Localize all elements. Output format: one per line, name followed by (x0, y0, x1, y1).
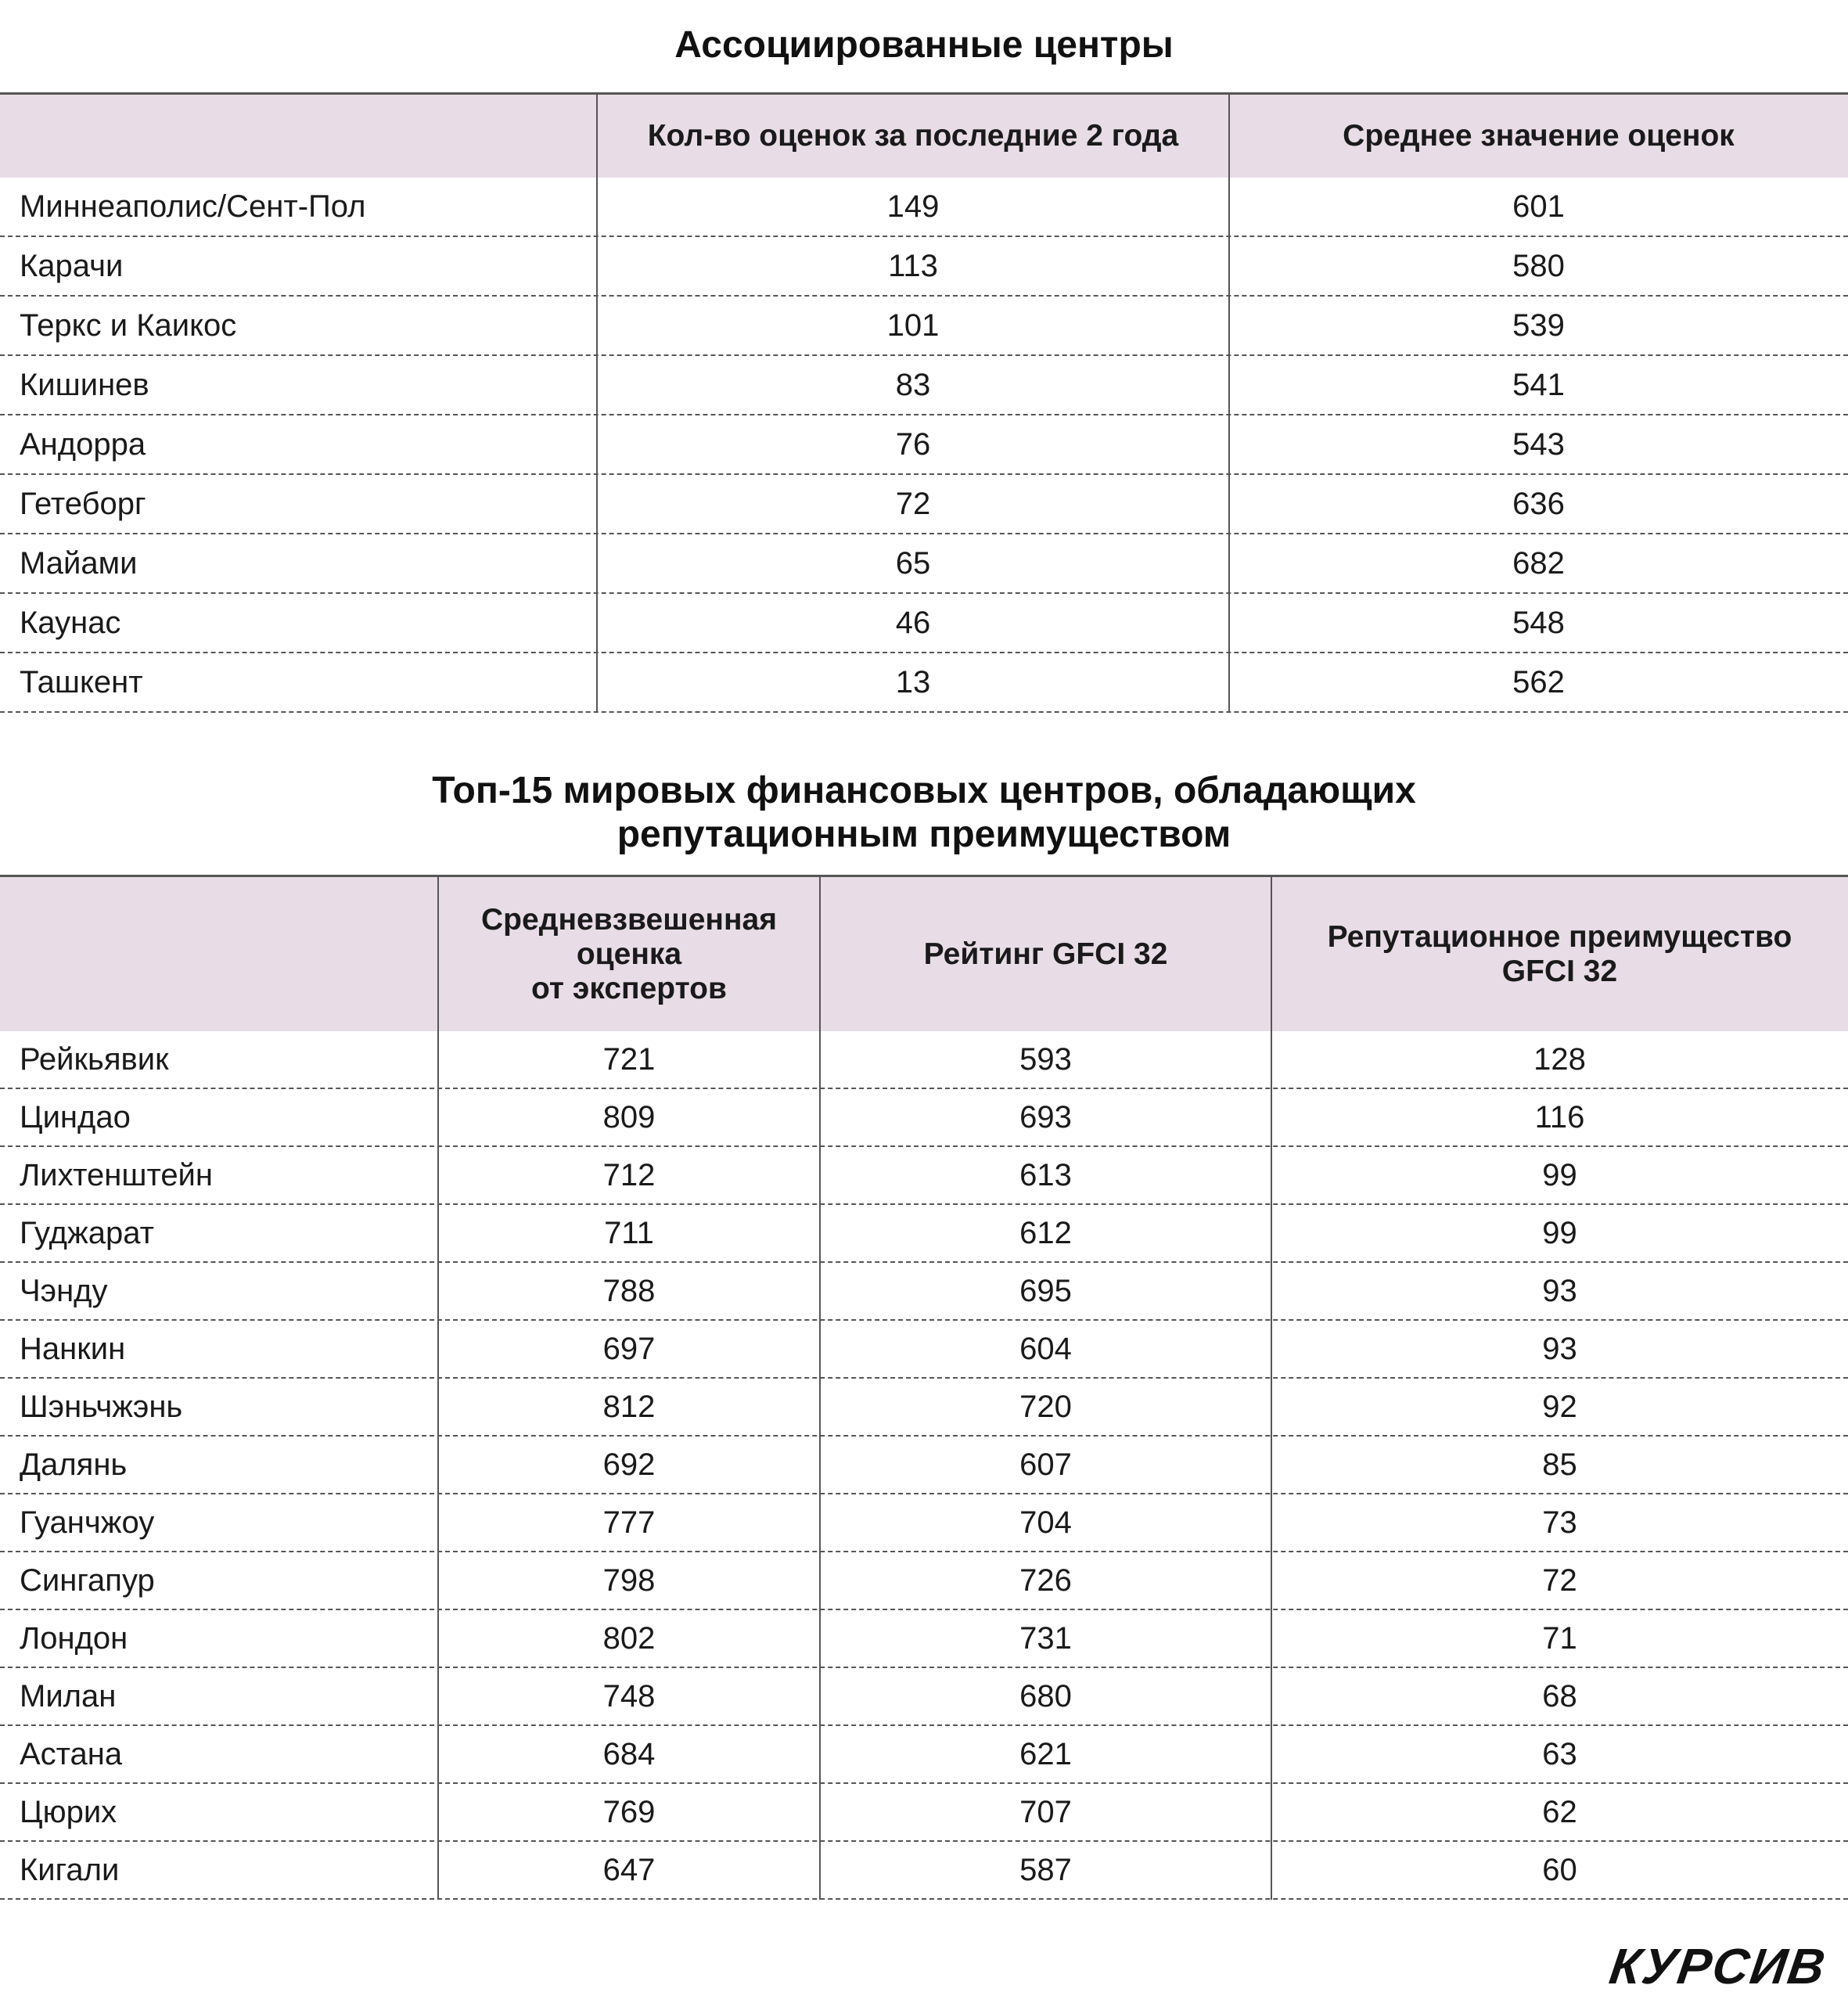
city-name-cell: Ташкент (20, 664, 143, 699)
table-row (0, 534, 1848, 594)
table-row (0, 1784, 1848, 1842)
value-cell: 726 (1019, 1562, 1072, 1598)
city-name-cell: Кишинев (20, 367, 149, 402)
value-cell: 731 (1019, 1620, 1072, 1656)
table-row (0, 297, 1848, 356)
value-cell: 684 (602, 1736, 656, 1771)
city-name-cell: Милан (20, 1678, 117, 1714)
column-header: Средневзвешенная оценка от экспертов (481, 902, 777, 1005)
value-cell: 72 (1542, 1562, 1577, 1598)
city-name-cell: Циндао (20, 1099, 131, 1135)
table-row (0, 1842, 1848, 1900)
value-cell: 113 (888, 248, 938, 283)
value-cell: 83 (895, 367, 931, 402)
value-cell: 71 (1542, 1620, 1577, 1656)
value-cell: 46 (895, 605, 931, 640)
header-cell-empty (0, 877, 438, 1031)
city-name-cell: Далянь (20, 1447, 128, 1482)
value-cell: 149 (886, 189, 940, 224)
column-divider (1271, 875, 1272, 1900)
value-cell: 647 (602, 1852, 656, 1887)
table-row (0, 1321, 1848, 1379)
column-divider (1228, 92, 1230, 713)
value-cell: 636 (1512, 486, 1565, 521)
city-name-cell: Миннеаполис/Сент-Пол (20, 189, 366, 224)
value-cell: 798 (602, 1562, 656, 1598)
value-cell: 788 (602, 1273, 656, 1308)
value-cell: 548 (1512, 605, 1565, 640)
column-header: Рейтинг GFCI 32 (923, 937, 1168, 971)
value-cell: 697 (602, 1331, 656, 1366)
value-cell: 682 (1512, 545, 1565, 581)
city-name-cell: Андорра (20, 426, 146, 462)
value-cell: 711 (604, 1215, 654, 1250)
value-cell: 60 (1542, 1852, 1577, 1887)
value-cell: 93 (1542, 1273, 1577, 1308)
kursiv-logo: КУРСИВ (1606, 1938, 1831, 1994)
table-row (0, 475, 1848, 534)
table-row (0, 653, 1848, 713)
table-row (0, 1205, 1848, 1263)
value-cell: 604 (1019, 1331, 1072, 1366)
value-cell: 587 (1019, 1852, 1072, 1887)
value-cell: 621 (1019, 1736, 1072, 1771)
value-cell: 601 (1512, 189, 1565, 224)
column-divider (437, 875, 439, 1900)
city-name-cell: Теркс и Каикос (20, 307, 237, 343)
value-cell: 613 (1019, 1157, 1072, 1192)
table-row (0, 1726, 1848, 1784)
table-row (0, 1437, 1848, 1494)
city-name-cell: Гуджарат (20, 1215, 154, 1250)
value-cell: 99 (1542, 1157, 1577, 1192)
city-name-cell: Рейкьявик (20, 1041, 169, 1077)
table-row (0, 1610, 1848, 1668)
table-row (0, 356, 1848, 415)
column-header: Кол-во оценок за последние 2 года (647, 119, 1179, 153)
table-row (0, 178, 1848, 237)
value-cell: 707 (1019, 1794, 1072, 1829)
table1-title: Ассоциированные центры (674, 24, 1174, 66)
city-name-cell: Майами (20, 545, 138, 581)
value-cell: 562 (1512, 664, 1565, 699)
value-cell: 68 (1542, 1678, 1577, 1714)
value-cell: 543 (1512, 426, 1565, 462)
value-cell: 680 (1019, 1678, 1072, 1714)
table-row (0, 1263, 1848, 1321)
column-divider (596, 92, 598, 713)
city-name-cell: Цюрих (20, 1794, 117, 1829)
value-cell: 580 (1512, 248, 1565, 283)
value-cell: 93 (1542, 1331, 1577, 1366)
header-cell-empty (0, 95, 597, 178)
value-cell: 769 (602, 1794, 656, 1829)
value-cell: 99 (1542, 1215, 1577, 1250)
value-cell: 802 (602, 1620, 656, 1656)
value-cell: 76 (895, 426, 931, 462)
value-cell: 63 (1542, 1736, 1577, 1771)
value-cell: 92 (1542, 1389, 1577, 1424)
value-cell: 748 (602, 1678, 656, 1714)
table-row (0, 237, 1848, 297)
value-cell: 541 (1512, 367, 1565, 402)
table-row (0, 1668, 1848, 1726)
city-name-cell: Карачи (20, 248, 124, 283)
value-cell: 62 (1542, 1794, 1577, 1829)
value-cell: 692 (602, 1447, 656, 1482)
value-cell: 73 (1542, 1505, 1577, 1540)
city-name-cell: Астана (20, 1736, 123, 1771)
value-cell: 607 (1019, 1447, 1072, 1482)
city-name-cell: Гетеборг (20, 486, 146, 521)
table-row (0, 1494, 1848, 1552)
value-cell: 704 (1019, 1505, 1072, 1540)
table-row (0, 1147, 1848, 1205)
table-row (0, 1031, 1848, 1089)
city-name-cell: Сингапур (20, 1562, 155, 1598)
value-cell: 809 (602, 1099, 656, 1135)
city-name-cell: Лондон (20, 1620, 128, 1656)
table-row (0, 1379, 1848, 1437)
city-name-cell: Кигали (20, 1852, 120, 1887)
value-cell: 777 (602, 1505, 656, 1540)
city-name-cell: Шэньчжэнь (20, 1389, 183, 1424)
value-cell: 812 (602, 1389, 656, 1424)
value-cell: 539 (1512, 307, 1565, 343)
header-row (0, 92, 1848, 178)
value-cell: 85 (1542, 1447, 1577, 1482)
city-name-cell: Нанкин (20, 1331, 126, 1366)
header-row (0, 875, 1848, 1031)
column-divider (819, 875, 821, 1900)
value-cell: 721 (602, 1041, 656, 1077)
value-cell: 128 (1533, 1041, 1586, 1077)
value-cell: 612 (1019, 1215, 1072, 1250)
table-row (0, 1089, 1848, 1147)
table-row (0, 594, 1848, 653)
table-row (0, 1552, 1848, 1610)
city-name-cell: Каунас (20, 605, 121, 640)
value-cell: 593 (1019, 1041, 1072, 1077)
value-cell: 712 (602, 1157, 656, 1192)
column-header: Среднее значение оценок (1343, 119, 1735, 153)
value-cell: 695 (1019, 1273, 1072, 1308)
value-cell: 101 (886, 307, 940, 343)
value-cell: 693 (1019, 1099, 1072, 1135)
value-cell: 72 (895, 486, 931, 521)
column-header: Репутационное преимущество GFCI 32 (1327, 919, 1792, 988)
value-cell: 720 (1019, 1389, 1072, 1424)
table-row (0, 415, 1848, 475)
value-cell: 116 (1534, 1099, 1585, 1135)
value-cell: 13 (895, 664, 931, 699)
table2-title: Топ-15 мировых финансовых центров, обладающих репутационным преимуществом (432, 770, 1416, 855)
city-name-cell: Гуанчжоу (20, 1505, 155, 1540)
value-cell: 65 (895, 545, 931, 581)
city-name-cell: Лихтенштейн (20, 1157, 213, 1192)
city-name-cell: Чэнду (20, 1273, 108, 1308)
